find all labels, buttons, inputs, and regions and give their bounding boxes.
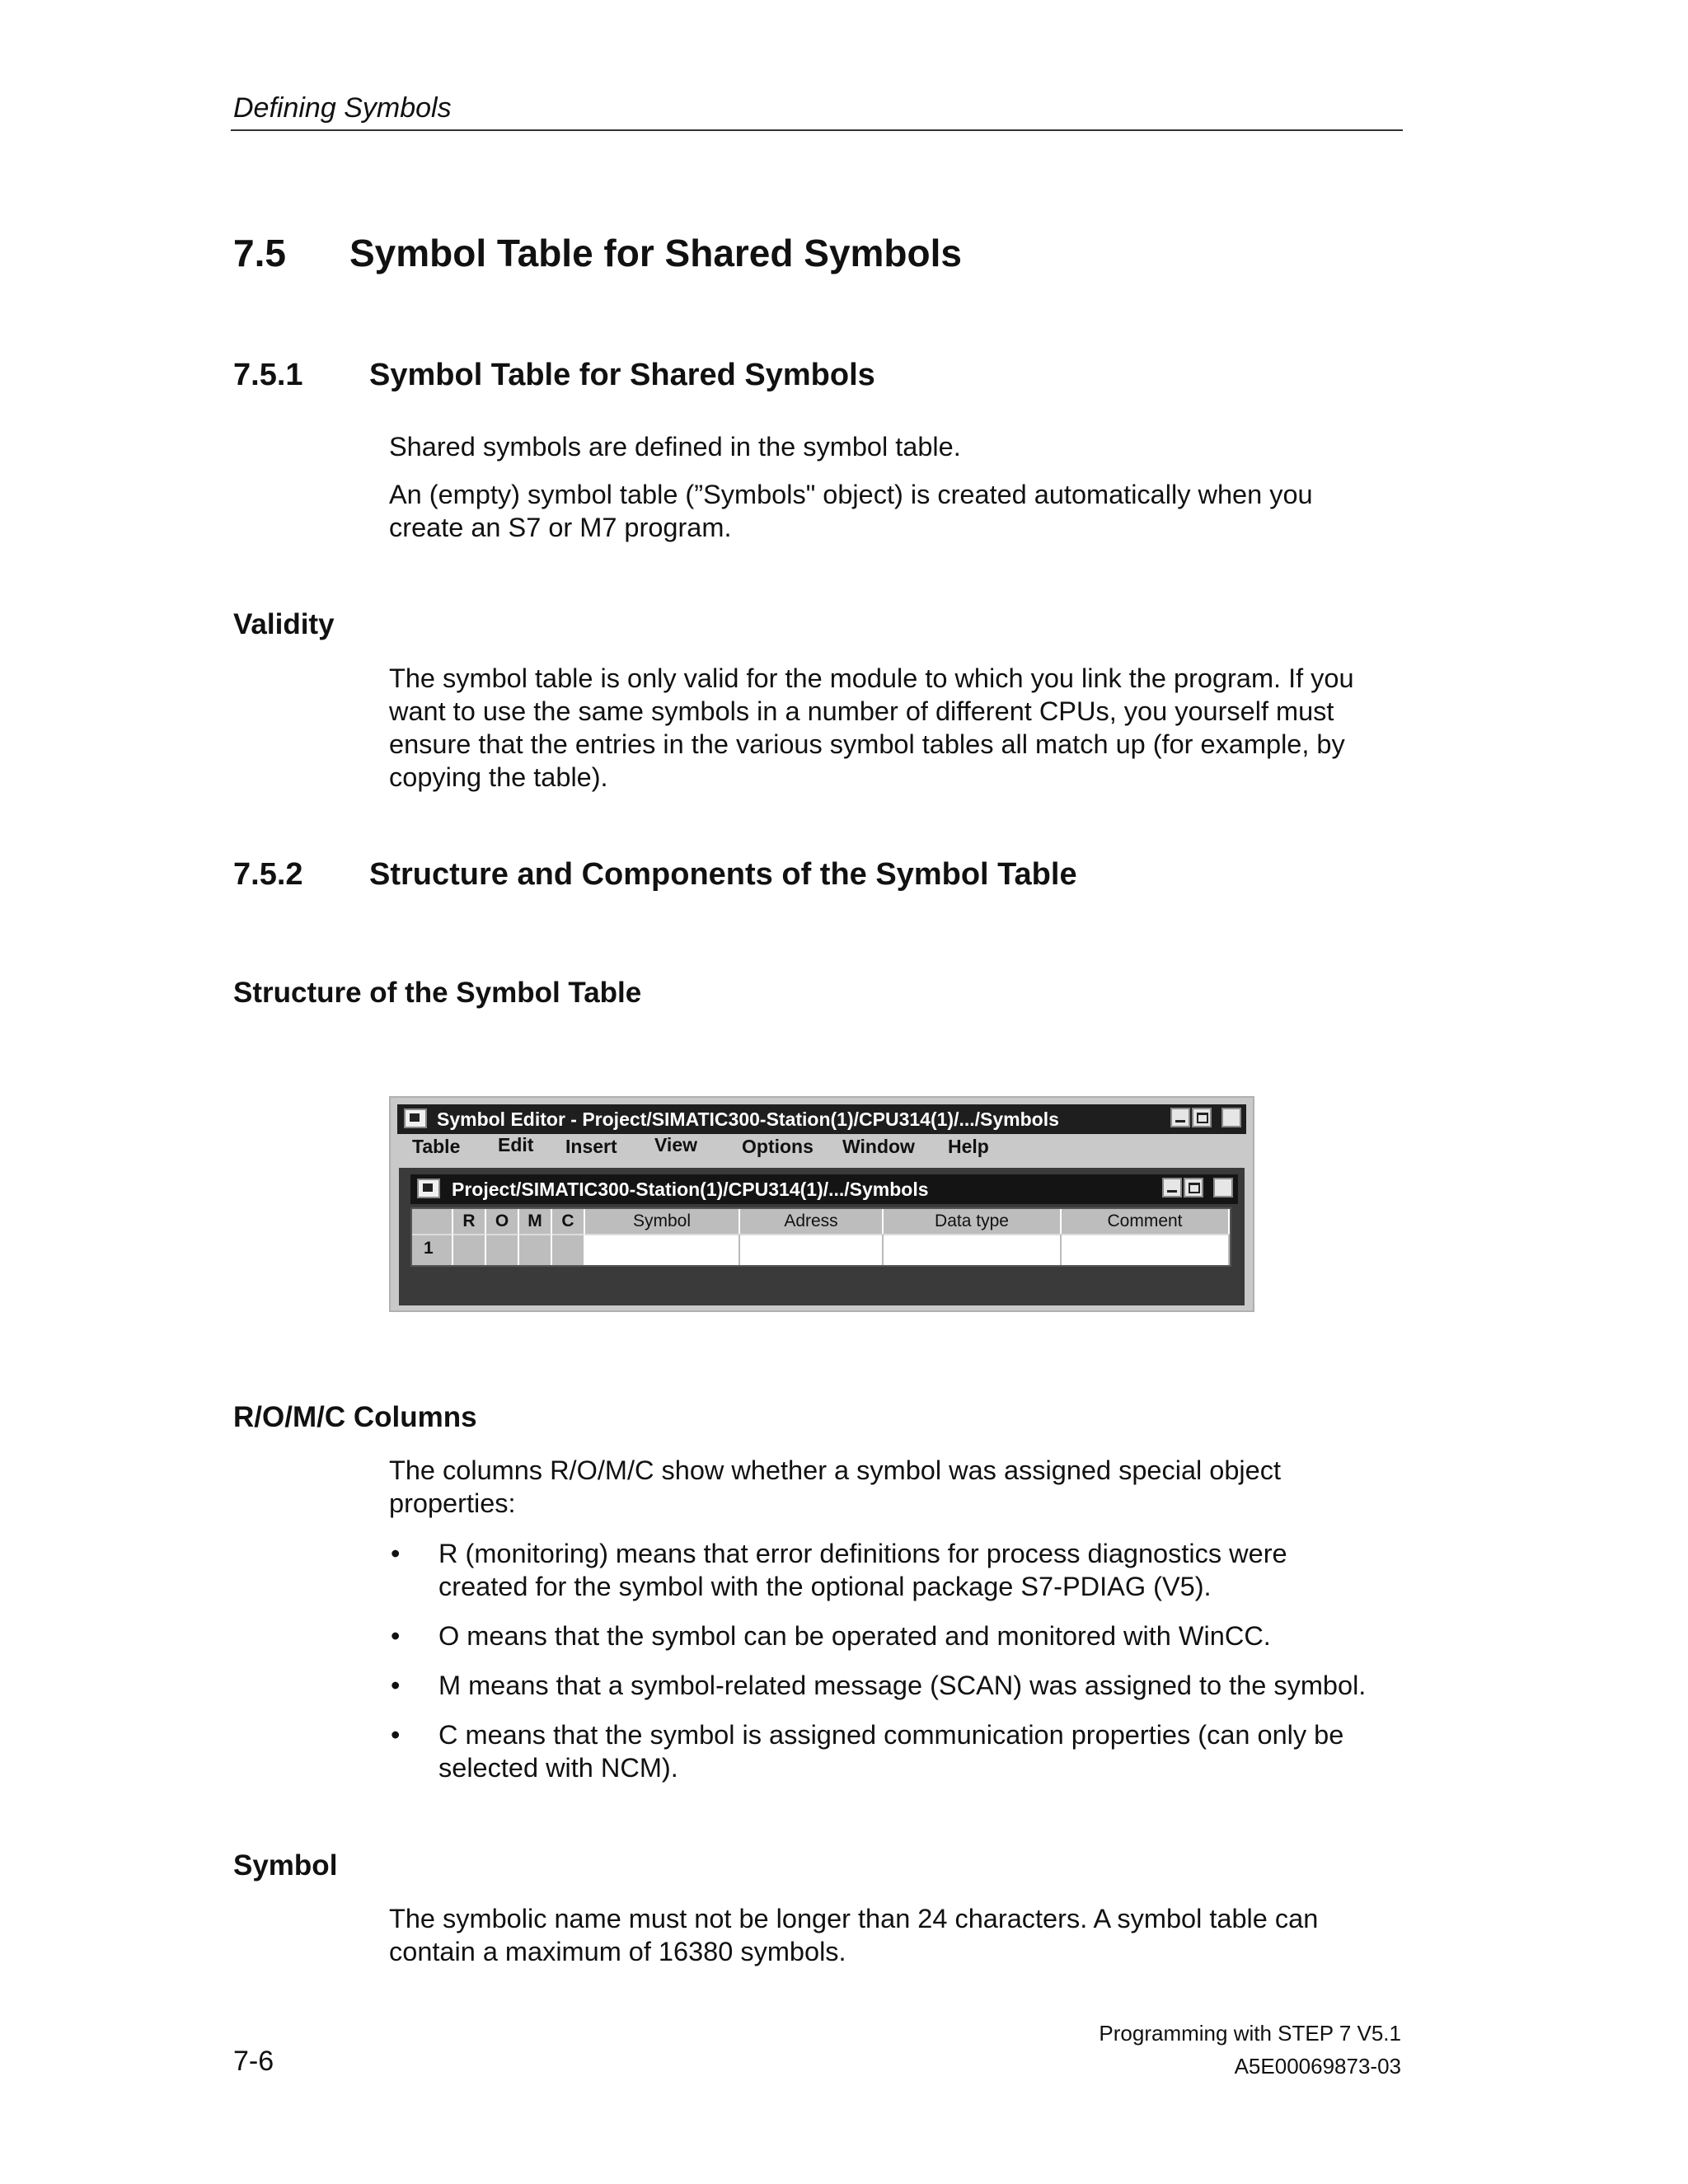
bullet-dot: •	[391, 1720, 401, 1750]
close-icon[interactable]	[1221, 1108, 1241, 1127]
paragraph-line: contain a maximum of 16380 symbols.	[389, 1937, 846, 1966]
inner-title-bar	[410, 1174, 1238, 1204]
bullet-dot: •	[391, 1671, 401, 1700]
paragraph-line: The symbolic name must not be longer than 24 characters. A symbol table can	[389, 1904, 1319, 1933]
paragraph-line: properties:	[389, 1488, 516, 1518]
running-header: Defining Symbols	[233, 92, 452, 124]
heading-structure: Structure of the Symbol Table	[233, 977, 642, 1009]
maximize-icon[interactable]	[1192, 1108, 1212, 1127]
footer-doc-title: Programming with STEP 7 V5.1	[1099, 2021, 1401, 2046]
section-number-7-5-2: 7.5.2	[233, 857, 303, 892]
column-header-symbol[interactable]: Symbol	[585, 1209, 740, 1234]
cell-m[interactable]	[519, 1234, 552, 1265]
minimize-icon[interactable]	[1170, 1108, 1190, 1127]
page-number: 7-6	[233, 2046, 274, 2077]
list-item	[389, 1718, 1419, 1784]
section-number-7-5-1: 7.5.1	[233, 358, 303, 392]
section-title-7-5-1: Symbol Table for Shared Symbols	[369, 358, 875, 392]
window-title: Symbol Editor - Project/SIMATIC300-Station(1)/CPU314(1)/.../Symbols	[437, 1108, 1059, 1130]
list-item-line: selected with NCM).	[438, 1753, 678, 1783]
paragraph-line: The symbol table is only valid for the module to which you link the program. If you	[389, 663, 1354, 693]
header-rule	[231, 129, 1403, 131]
list-item-line: C means that the symbol is assigned communication properties (can only be	[438, 1720, 1344, 1750]
column-header-c[interactable]: C	[552, 1209, 585, 1234]
heading-romc-columns: R/O/M/C Columns	[233, 1401, 477, 1433]
bullet-dot: •	[391, 1539, 401, 1568]
section-number-7-5: 7.5	[233, 232, 286, 274]
cell-o[interactable]	[486, 1234, 519, 1265]
column-header-o[interactable]: O	[486, 1209, 519, 1234]
paragraph-romc-intro	[389, 1454, 1411, 1520]
menu-window[interactable]: Window	[842, 1136, 915, 1157]
menu-insert[interactable]: Insert	[565, 1136, 617, 1157]
paragraph-line: copying the table).	[389, 762, 608, 792]
cell-address[interactable]	[740, 1234, 884, 1265]
paragraph-line: The columns R/O/M/C show whether a symbol was assigned special object	[389, 1455, 1281, 1485]
cell-symbol[interactable]	[585, 1234, 740, 1265]
list-item	[389, 1669, 1419, 1702]
minimize-icon[interactable]	[1162, 1178, 1182, 1197]
paragraph-symbol	[389, 1902, 1411, 1968]
list-item-line: created for the symbol with the optional package S7-PDIAG (V5).	[438, 1572, 1212, 1601]
inner-document-window	[399, 1168, 1245, 1305]
section-title-7-5: Symbol Table for Shared Symbols	[349, 232, 962, 274]
paragraph-empty-table	[389, 478, 1411, 544]
paragraph-validity	[389, 662, 1411, 794]
symbol-table-icon	[417, 1179, 440, 1198]
romc-bullet-list	[389, 1537, 1419, 1801]
column-header-address[interactable]: Adress	[740, 1209, 884, 1234]
heading-symbol: Symbol	[233, 1849, 338, 1882]
menu-help[interactable]: Help	[948, 1136, 989, 1157]
column-header-r[interactable]: R	[453, 1209, 486, 1234]
footer-doc-code: A5E00069873-03	[1234, 2054, 1401, 2079]
row-header-corner	[412, 1209, 453, 1234]
menu-edit[interactable]: Edit	[498, 1134, 534, 1155]
column-header-m[interactable]: M	[519, 1209, 552, 1234]
list-item-line: O means that the symbol can be operated and monitored with WinCC.	[438, 1621, 1271, 1651]
heading-validity: Validity	[233, 608, 335, 640]
symbol-table-grid	[410, 1207, 1231, 1267]
bullet-dot: •	[391, 1621, 401, 1651]
window-title-bar	[397, 1104, 1246, 1134]
list-item	[389, 1537, 1419, 1603]
menu-table[interactable]: Table	[412, 1136, 461, 1157]
inner-window-controls	[1160, 1178, 1233, 1207]
paragraph-line: An (empty) symbol table (”Symbols" object) is created automatically when you	[389, 480, 1313, 509]
cell-comment[interactable]	[1062, 1234, 1230, 1265]
list-item-line: M means that a symbol-related message (SCAN) was assigned to the symbol.	[438, 1671, 1367, 1700]
maximize-icon[interactable]	[1184, 1178, 1203, 1197]
window-controls	[1169, 1108, 1241, 1137]
paragraph-line: want to use the same symbols in a number of different CPUs, you yourself must	[389, 696, 1334, 726]
paragraph-shared-symbols: Shared symbols are defined in the symbol table.	[389, 432, 961, 462]
cell-data-type[interactable]	[884, 1234, 1062, 1265]
close-icon[interactable]	[1213, 1178, 1233, 1197]
section-title-7-5-2: Structure and Components of the Symbol Table	[369, 857, 1077, 892]
cell-r[interactable]	[453, 1234, 486, 1265]
inner-window-title: Project/SIMATIC300-Station(1)/CPU314(1)/.../Symbols	[452, 1179, 929, 1200]
list-item	[389, 1619, 1419, 1652]
menu-view[interactable]: View	[654, 1134, 697, 1155]
cell-c[interactable]	[552, 1234, 585, 1265]
column-header-comment[interactable]: Comment	[1062, 1209, 1230, 1234]
paragraph-line: create an S7 or M7 program.	[389, 513, 732, 542]
symbol-editor-screenshot	[389, 1096, 1254, 1312]
column-header-data-type[interactable]: Data type	[884, 1209, 1062, 1234]
paragraph-line: ensure that the entries in the various symbol tables all match up (for example, by	[389, 729, 1345, 759]
symbol-editor-app-icon	[404, 1108, 427, 1128]
list-item-line: R (monitoring) means that error definitions for process diagnostics were	[438, 1539, 1287, 1568]
menu-options[interactable]: Options	[742, 1136, 814, 1157]
row-number: 1	[424, 1239, 434, 1258]
